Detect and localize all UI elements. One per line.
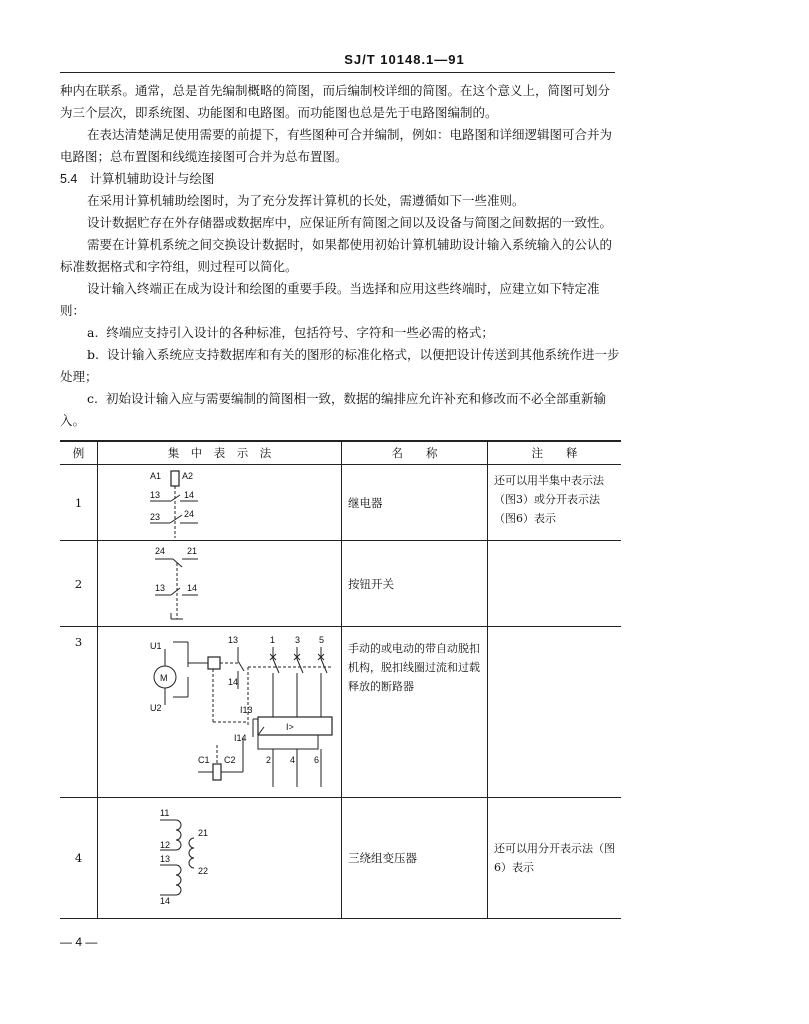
svg-text:I>: I> <box>286 722 294 732</box>
header-note: 注 释 <box>488 441 622 465</box>
relay-note: 还可以用半集中表示法（图3）或分开表示法（图6）表示 <box>488 465 622 541</box>
list-item-b: b. 设计输入系统应支持数据库和有关的图形的标准化格式，以便把设计传送到其他系统作进一步处理； <box>60 347 620 384</box>
document-number: SJ/T 10148.1—91 <box>344 52 465 67</box>
svg-text:24: 24 <box>184 509 195 519</box>
svg-text:1: 1 <box>270 635 276 645</box>
svg-text:5: 5 <box>319 635 325 645</box>
paragraph-6: 设计输入终端正在成为设计和绘图的重要手段。当选择和应用这些终端时，应建立如下特定准则： <box>60 281 600 318</box>
svg-text:24: 24 <box>155 546 166 556</box>
transformer-note: 还可以用分开表示法（图6）表示 <box>488 798 622 919</box>
section-heading <box>60 168 620 190</box>
transformer-name: 三绕组变压器 <box>342 798 488 919</box>
symbol-table <box>60 440 621 919</box>
row-number: 4 <box>60 798 98 919</box>
list-item-a: a. 终端应支持引入设计的各种标准，包括符号、字符和一些必需的格式； <box>87 325 494 340</box>
svg-text:11: 11 <box>160 808 170 818</box>
push-button-diagram <box>98 541 342 627</box>
svg-text:13: 13 <box>160 854 171 864</box>
svg-text:4: 4 <box>290 755 296 765</box>
intro-text <box>60 80 620 432</box>
svg-text:14: 14 <box>187 583 198 593</box>
paragraph-3: 在采用计算机辅助绘图时，为了充分发挥计算机的长处，需遵循如下一些准则。 <box>87 193 525 208</box>
svg-text:12: 12 <box>160 840 171 850</box>
svg-text:C2: C2 <box>224 755 236 765</box>
table-row <box>60 627 621 798</box>
relay-diagram <box>98 465 342 541</box>
circuit-breaker-note <box>488 627 622 798</box>
table-row <box>60 465 621 541</box>
push-button-note <box>488 541 622 627</box>
section-title: 计算机辅助设计与绘图 <box>89 171 215 186</box>
svg-text:14: 14 <box>160 896 171 906</box>
svg-text:A2: A2 <box>182 471 194 481</box>
paragraph-2: 在表达清楚满足使用需要的前提下，有些图种可合并编制，例如：电路图和详细逻辑图可合并为电路图；总布置图和线缆连接图可合并为总布置图。 <box>60 127 613 164</box>
push-button-name: 按钮开关 <box>342 541 488 627</box>
svg-text:14: 14 <box>184 490 195 500</box>
paragraph-1: 种内在联系。通常，总是首先编制概略的简图，而后编制校详细的简图。在这个意义上，简图可划分为三个层次，即系统图、功能图和电路图。而功能图也总是先于电路图编制的。 <box>60 83 611 120</box>
svg-text:23: 23 <box>150 512 161 522</box>
circuit-breaker-diagram <box>98 627 342 798</box>
svg-text:3: 3 <box>295 635 301 645</box>
list-item-c: c. 初始设计输入应与需要编制的简图相一致，数据的编排应允许补充和修改而不必全部重新输入。 <box>60 391 606 428</box>
svg-text:C1: C1 <box>198 755 210 765</box>
paragraph-5: 需要在计算机系统之间交换设计数据时，如果都使用初始计算机辅助设计输入系统输入的公认的标准数据格式和字符组，则过程可以简化。 <box>60 237 613 274</box>
svg-text:I13: I13 <box>240 705 253 715</box>
svg-text:M: M <box>160 673 168 683</box>
svg-text:U2: U2 <box>150 703 162 713</box>
header-example: 例 <box>60 441 98 465</box>
svg-text:13: 13 <box>155 583 166 593</box>
row-number: 1 <box>60 465 98 541</box>
header-name: 名 称 <box>342 441 488 465</box>
transformer-diagram <box>98 798 342 919</box>
header-representation: 集 中 表 示 法 <box>98 441 342 465</box>
table-row <box>60 798 621 919</box>
paragraph-4: 设计数据贮存在外存储器或数据库中，应保证所有简图之间以及设备与简图之间数据的一致性。 <box>87 215 613 230</box>
header-rule <box>60 72 615 73</box>
svg-text:22: 22 <box>198 866 209 876</box>
svg-text:21: 21 <box>187 546 198 556</box>
svg-text:I14: I14 <box>234 733 247 743</box>
table-header-row <box>60 441 621 465</box>
svg-text:A1: A1 <box>150 471 162 481</box>
circuit-breaker-name: 手动的或电动的带自动脱扣机构，脱扣线圈过流和过载释放的断路器 <box>342 627 488 798</box>
svg-text:13: 13 <box>150 490 161 500</box>
row-number: 3 <box>60 627 98 798</box>
table-row <box>60 541 621 627</box>
svg-text:U1: U1 <box>150 641 162 651</box>
svg-text:21: 21 <box>198 828 209 838</box>
page-number: — 4 — <box>60 935 98 949</box>
svg-text:2: 2 <box>266 755 272 765</box>
svg-text:14: 14 <box>228 677 239 687</box>
svg-text:13: 13 <box>228 635 239 645</box>
section-number: 5.4 <box>60 172 78 186</box>
row-number: 2 <box>60 541 98 627</box>
relay-name: 继电器 <box>342 465 488 541</box>
svg-text:6: 6 <box>314 755 320 765</box>
